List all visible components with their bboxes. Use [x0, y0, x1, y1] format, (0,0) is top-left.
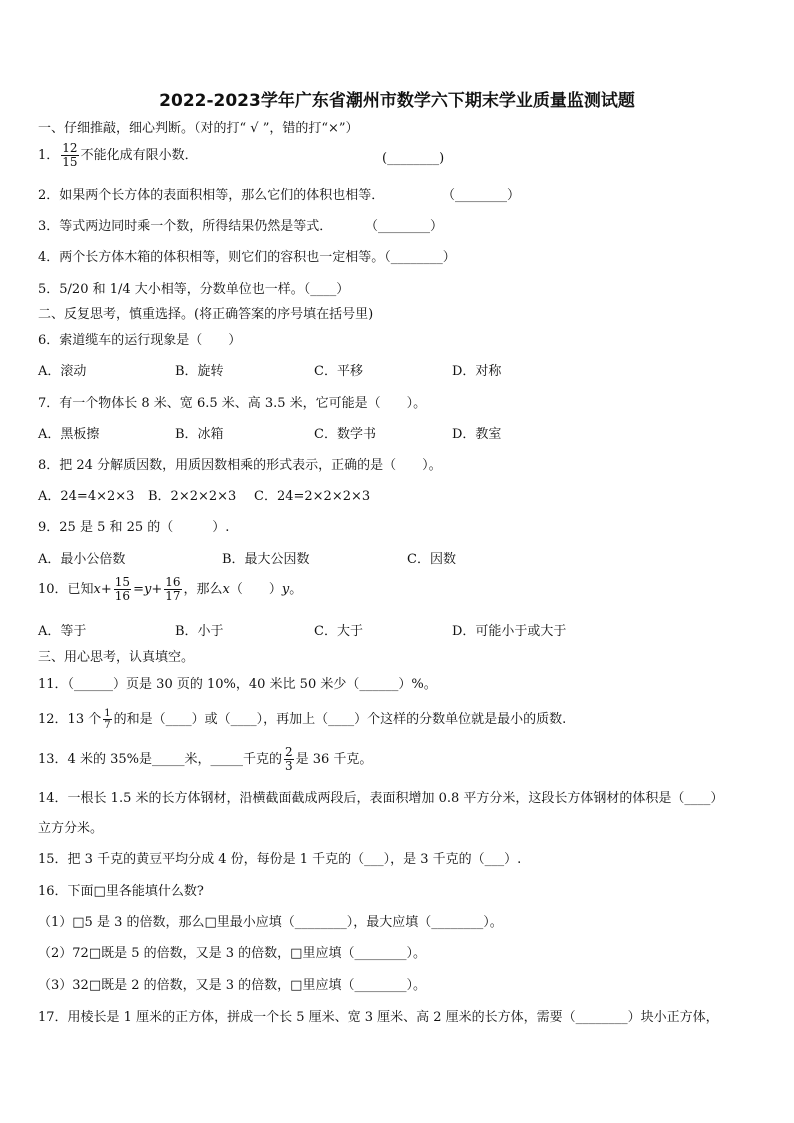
q10-f2-numerator: 16: [165, 575, 181, 589]
q8-option-c[interactable]: C．24=2×2×2×3: [254, 489, 371, 504]
question-16-part-2: （2）72□既是 5 的倍数，又是 3 的倍数，□里应填（________）。: [38, 946, 426, 961]
q1-denominator: 15: [62, 155, 78, 169]
q10-var-y2: y: [281, 582, 290, 597]
question-5: 5．5/20 和 1/4 大小相等，分数单位也一样。（____）: [38, 282, 350, 297]
section-1-heading: 一、仔细推敲，细心判断。（对的打“ √ ”，错的打“×”）: [38, 121, 359, 136]
q13-fraction: [284, 746, 294, 773]
q10-fraction-2: [164, 576, 181, 603]
question-4: 4．两个长方体木箱的体积相等，则它们的容积也一定相等。（________）: [38, 250, 456, 265]
q13-numerator: 2: [284, 745, 293, 759]
q6-option-c[interactable]: C．平移: [314, 364, 363, 379]
q12-lead: 12．13 个: [38, 712, 102, 727]
q7-option-c[interactable]: C．数学书: [314, 427, 376, 442]
question-3: 3．等式两边同时乘一个数，所得结果仍然是等式．: [38, 219, 333, 234]
q1-numerator: 12: [62, 141, 78, 155]
q10-fraction-1: [114, 576, 131, 603]
question-15: 15．把 3 千克的黄豆平均分成 4 份，每份是 1 千克的（___），是 3 千克的（___）.: [38, 852, 522, 867]
q3-answer-blank[interactable]: （________）: [365, 219, 444, 234]
q9-option-b[interactable]: B．最大公因数: [222, 552, 310, 567]
q10-f2-denominator: 17: [165, 589, 181, 603]
q10-f1-denominator: 16: [114, 589, 131, 603]
q10-then: ，那么: [183, 582, 223, 597]
section-3-heading: 三、用心思考，认真填空。: [38, 650, 195, 665]
question-13: [38, 746, 372, 773]
question-17: 17．用棱长是 1 厘米的正方体，拼成一个长 5 厘米、宽 3 厘米、高 2 厘米的长方体，需要（________）块小正方体，: [38, 1010, 719, 1025]
q10-var-x: x: [93, 582, 101, 597]
q6-option-d[interactable]: D．对称: [452, 364, 502, 379]
q13-text: 是 36 千克。: [295, 752, 373, 767]
q10-option-d[interactable]: D．可能小于或大于: [452, 624, 567, 639]
q8-option-a[interactable]: A．24=4×2×3: [38, 489, 135, 504]
q8-option-b[interactable]: B．2×2×2×3: [148, 489, 237, 504]
question-16: 16．下面□里各能填什么数?: [38, 884, 204, 899]
q1-fraction: [61, 142, 78, 169]
question-6: 6．索道缆车的运行现象是（ ）: [38, 333, 242, 348]
q2-answer-blank[interactable]: （________）: [442, 188, 521, 203]
question-12: [38, 708, 566, 731]
q1-number: 1．: [38, 148, 60, 163]
q12-denominator: 7: [104, 720, 111, 731]
q12-text: 的和是（____）或（____），再加上（____）个这样的分数单位就是最小的质数.: [113, 712, 567, 727]
q7-option-a[interactable]: A．黑板擦: [38, 427, 100, 442]
q10-plus: +: [100, 582, 112, 597]
question-14-line-2: 立方分米。: [38, 821, 104, 836]
question-16-part-1: （1）□5 是 3 的倍数，那么□里最小应填（________），最大应填（________）。: [38, 915, 503, 930]
question-16-part-3: （3）32□既是 2 的倍数，又是 3 的倍数，□里应填（________）。: [38, 978, 426, 993]
q7-option-b[interactable]: B．冰箱: [175, 427, 224, 442]
q12-numerator: 1: [104, 708, 111, 719]
q7-option-d[interactable]: D．教室: [452, 427, 502, 442]
q13-denominator: 3: [284, 759, 293, 773]
q12-fraction: [103, 708, 111, 731]
q10-f1-numerator: 15: [114, 575, 131, 589]
q13-lead: 13．4 米的 35%是_____米，_____千克的: [38, 752, 282, 767]
q10-var-y: y: [143, 582, 152, 597]
q10-answer-blank[interactable]: （ ）: [229, 582, 282, 597]
question-8: 8．把 24 分解质因数，用质因数相乘的形式表示，正确的是（ ）。: [38, 458, 442, 473]
q9-option-c[interactable]: C．因数: [407, 552, 456, 567]
question-9: 9．25 是 5 和 25 的（ ）.: [38, 520, 230, 535]
question-10: [38, 576, 302, 603]
exam-title: 2022-2023学年广东省潮州市数学六下期末学业质量监测试题: [159, 91, 635, 111]
q10-option-a[interactable]: A．等于: [38, 624, 87, 639]
question-7: 7．有一个物体长 8 米、宽 6.5 米、高 3.5 米，它可能是（ ）。: [38, 396, 427, 411]
q10-option-c[interactable]: C．大于: [314, 624, 363, 639]
q10-lead: 10．已知: [38, 582, 94, 597]
q10-end: 。: [289, 582, 303, 597]
q1-text: 不能化成有限小数．: [80, 148, 198, 163]
q1-answer-blank[interactable]: (________): [382, 151, 445, 166]
q10-equals: =: [133, 582, 144, 597]
question-1: [38, 142, 198, 169]
q10-option-b[interactable]: B．小于: [175, 624, 224, 639]
q6-option-b[interactable]: B．旋转: [175, 364, 224, 379]
q9-option-a[interactable]: A．最小公倍数: [38, 552, 126, 567]
q10-var-x2: x: [222, 582, 230, 597]
question-11: 11．（______）页是 30 页的 10%，40 米比 50 米少（______）%。: [38, 677, 437, 692]
question-2: 2．如果两个长方体的表面积相等，那么它们的体积也相等．: [38, 188, 385, 203]
question-14-line-1: 14．一根长 1.5 米的长方体钢材，沿横截面截成两段后，表面积增加 0.8 平方分米，这段长方体钢材的体积是（____）: [38, 791, 724, 806]
section-2-heading: 二、反复思考，慎重选择。(将正确答案的序号填在括号里): [38, 307, 374, 322]
q10-plus-2: +: [151, 582, 163, 597]
q6-option-a[interactable]: A．滚动: [38, 364, 87, 379]
